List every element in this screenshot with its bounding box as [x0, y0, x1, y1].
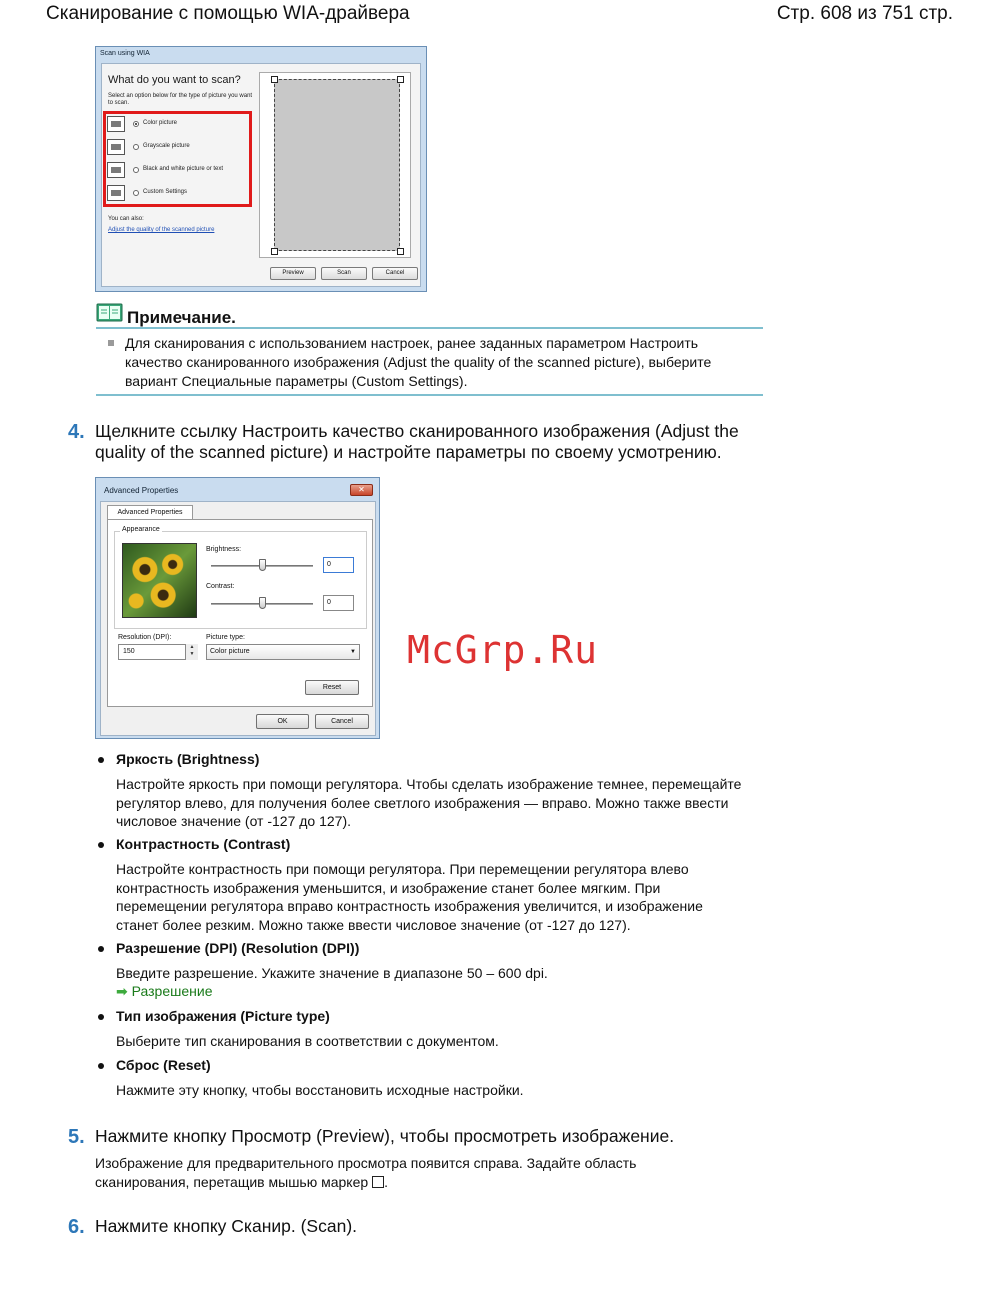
- note-title: Примечание.: [127, 308, 236, 327]
- option-black-white[interactable]: [107, 161, 245, 181]
- cancel-button[interactable]: Cancel: [372, 267, 418, 280]
- brightness-label: Brightness:: [206, 546, 242, 553]
- item-text: Введите разрешение. Укажите значение в диапазоне 50 – 600 dpi.: [116, 965, 548, 981]
- radio-button[interactable]: [133, 144, 139, 150]
- resolution-link[interactable]: [116, 983, 212, 1000]
- scan-dialog-body: [101, 63, 421, 287]
- note-bullet: [108, 340, 114, 346]
- item-title: Яркость (Brightness): [116, 751, 260, 767]
- item-title: Сброс (Reset): [116, 1057, 211, 1073]
- scan-dialog-subheading: Select an option below for the type of picture you want to scan.: [108, 93, 253, 106]
- close-icon[interactable]: ✕: [350, 484, 373, 496]
- option-grayscale-picture[interactable]: [107, 138, 245, 158]
- note-text: Для сканирования с использованием настроек, ранее заданных параметром Настроить качество сканированного изображения (Adjust the quality of the scanned picture), выберите вариант Специальные параметры (Custom Settings).: [125, 335, 712, 389]
- brightness-input[interactable]: 0: [323, 557, 354, 573]
- contrast-label: Contrast:: [206, 583, 235, 590]
- item-title: Тип изображения (Picture type): [116, 1008, 330, 1024]
- chevron-down-icon: ▼: [350, 649, 356, 655]
- preview-frame: [259, 72, 411, 258]
- step-detail-text: Изображение для предварительного просмотра появится справа. Задайте область сканирования, перетащив мышью маркер: [95, 1155, 637, 1190]
- contrast-input[interactable]: 0: [323, 595, 354, 611]
- radio-button[interactable]: [133, 121, 139, 127]
- step-number: 5.: [68, 1126, 85, 1148]
- option-color-picture[interactable]: [107, 115, 245, 135]
- resolution-label: Resolution (DPI):: [118, 634, 172, 641]
- step-detail: Изображение для предварительного просмотра появится справа. Задайте область сканирования, перетащив мышью маркер .: [95, 1155, 637, 1190]
- reset-button[interactable]: Reset: [305, 680, 359, 695]
- preview-thumbnail: [122, 543, 197, 618]
- item-text: Настройте яркость при помощи регулятора. Чтобы сделать изображение темнее, перемещайте регулятор влево, для получения более светлого изображения — вправо. Можно также ввести числовое значение (от -127 до 127).: [116, 776, 742, 829]
- step-text: Щелкните ссылку Настроить качество сканированного изображения (Adjust the quality of the scanned picture) и настройте параметры по своему усмотрению.: [95, 421, 739, 462]
- crop-handle[interactable]: [271, 248, 278, 255]
- step-text: Нажмите кнопку Просмотр (Preview), чтобы просмотреть изображение.: [95, 1126, 675, 1146]
- option-label: Grayscale picture: [143, 143, 190, 149]
- page-title: Сканирование с помощью WIA-драйвера: [46, 3, 410, 24]
- preview-button[interactable]: Preview: [270, 267, 316, 280]
- bullet: [98, 842, 104, 848]
- bullet: [98, 1063, 104, 1069]
- advanced-properties-dialog: [95, 477, 380, 739]
- crop-handle[interactable]: [397, 76, 404, 83]
- picture-type-label: Picture type:: [206, 634, 245, 641]
- picture-type-select[interactable]: [206, 644, 360, 660]
- scan-dialog-title: Scan using WIA: [100, 50, 150, 57]
- watermark: McGrp.Ru: [407, 628, 599, 672]
- ok-button[interactable]: OK: [256, 714, 309, 729]
- tab-panel: [107, 519, 373, 707]
- option-custom-settings[interactable]: [107, 184, 245, 204]
- tab-advanced-properties[interactable]: Advanced Properties: [107, 505, 193, 520]
- bullet: [98, 1014, 104, 1020]
- preview-area[interactable]: [274, 79, 400, 251]
- option-label: Black and white picture or text: [143, 166, 224, 172]
- step-text: Нажмите кнопку Сканир. (Scan).: [95, 1216, 358, 1236]
- arrow-right-icon: ➡: [116, 983, 128, 999]
- grayscale-picture-icon: [107, 139, 125, 155]
- crop-marker-icon: [372, 1176, 384, 1188]
- item-text: Нажмите эту кнопку, чтобы восстановить исходные настройки.: [116, 1082, 524, 1098]
- text-document-icon: [107, 162, 125, 178]
- adjust-quality-link[interactable]: Adjust the quality of the scanned picture: [108, 227, 215, 233]
- step-number: 4.: [68, 421, 85, 443]
- option-label: Color picture: [143, 120, 178, 126]
- scan-button[interactable]: Scan: [321, 267, 367, 280]
- resolution-spinner[interactable]: ▲ ▼: [185, 644, 198, 660]
- step-number: 6.: [68, 1216, 85, 1238]
- bullet: [98, 946, 104, 952]
- bullet: [98, 757, 104, 763]
- resolution-input[interactable]: 150: [118, 644, 198, 660]
- note-book-icon: [96, 303, 123, 322]
- scan-dialog: [95, 46, 427, 292]
- appearance-label: Appearance: [122, 526, 160, 533]
- brightness-slider[interactable]: [259, 559, 266, 571]
- item-title: Контрастность (Contrast): [116, 836, 291, 852]
- advanced-dialog-title: Advanced Properties: [104, 486, 179, 495]
- option-label: Custom Settings: [143, 189, 188, 195]
- radio-button[interactable]: [133, 167, 139, 173]
- radio-button[interactable]: [133, 190, 139, 196]
- picture-type-value: Color picture: [210, 648, 250, 655]
- color-picture-icon: [107, 116, 125, 132]
- item-text: Настройте контрастность при помощи регулятора. При перемещении регулятора влево контрастность изображения уменьшится, и изображение станет более мягким. При перемещении регулятора вправо контрастность изображения увеличится, и изображение станет более резким. Можно также ввести числовое значение (от -127 до 127).: [116, 861, 703, 933]
- advanced-dialog-body: [100, 501, 376, 736]
- you-can-also-label: You can also:: [108, 216, 144, 222]
- link-label: Разрешение: [131, 983, 213, 999]
- item-text: Выберите тип сканирования в соответствии с документом.: [116, 1033, 499, 1049]
- cancel-button[interactable]: Cancel: [315, 714, 369, 729]
- page-counter: Стр. 608 из 751 стр.: [776, 3, 953, 24]
- custom-settings-icon: [107, 185, 125, 201]
- divider: [96, 327, 763, 329]
- contrast-slider[interactable]: [259, 597, 266, 609]
- divider: [96, 394, 763, 396]
- scan-dialog-heading: What do you want to scan?: [108, 74, 241, 86]
- item-title: Разрешение (DPI) (Resolution (DPI)): [116, 940, 360, 956]
- crop-handle[interactable]: [397, 248, 404, 255]
- crop-handle[interactable]: [271, 76, 278, 83]
